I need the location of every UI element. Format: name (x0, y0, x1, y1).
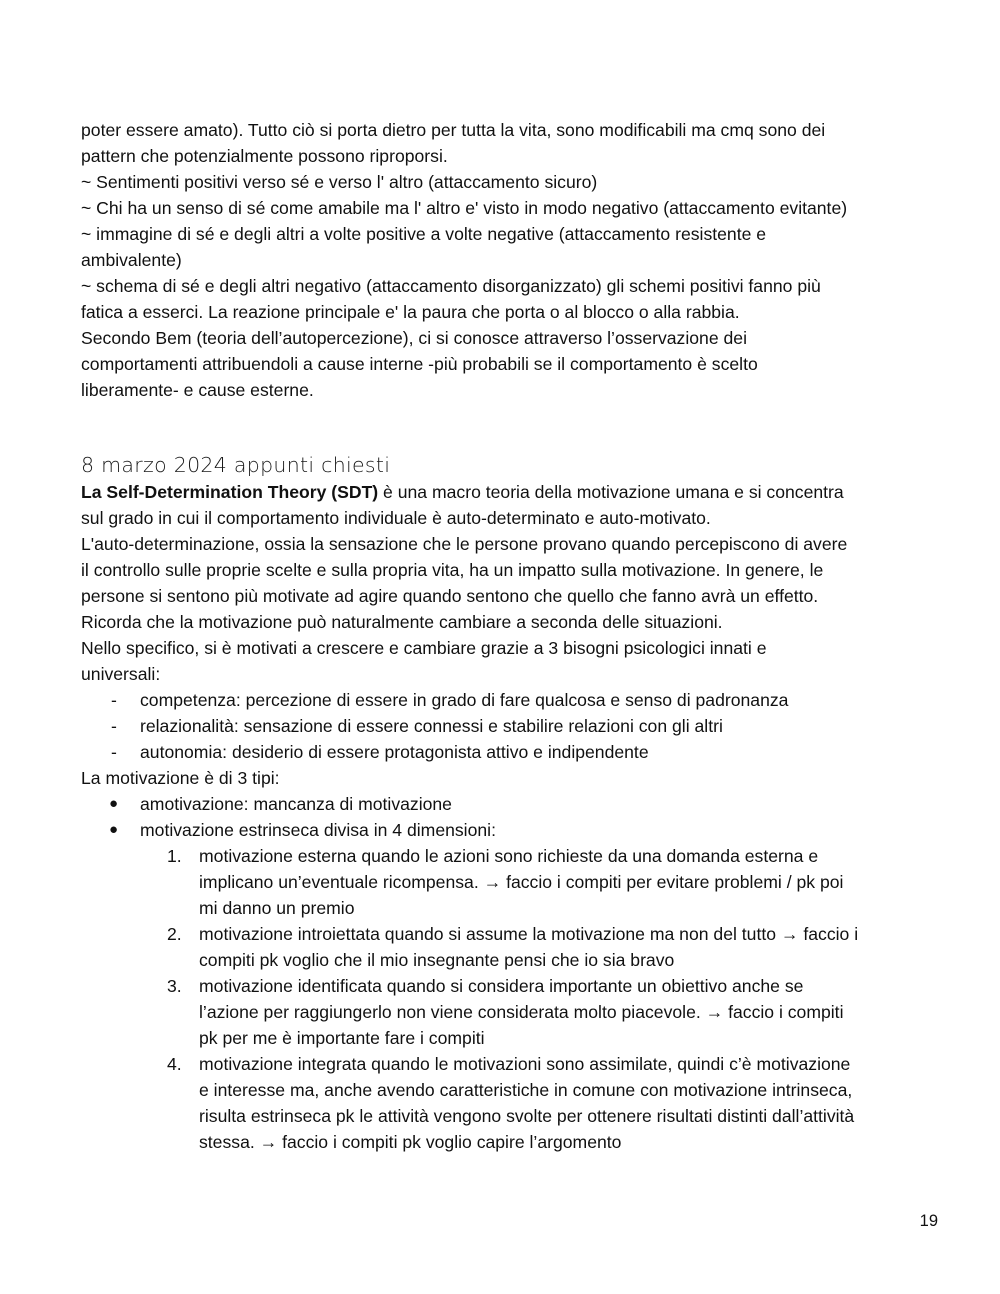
text-line: ~ immagine di sé e degli altri a volte positive a volte negative (attaccamento resistente e (81, 224, 767, 244)
numbered-item (81, 1051, 941, 1155)
text-line: persone si sentono più motivate ad agire quando sentono che quello che fanno avrà un effetto. (81, 586, 819, 606)
list-item-text: autonomia: desiderio di essere protagonista attivo e indipendente (140, 742, 649, 762)
motivation-intro: La motivazione è di 3 tipi: (81, 768, 280, 788)
text-line: motivazione introiettata quando si assume la motivazione ma non del tutto → faccio i (199, 924, 859, 944)
dash-marker: - (111, 690, 117, 710)
text-line: il controllo sulle proprie scelte e sulla propria vita, ha un impatto sulla motivazione. In genere, le (81, 560, 824, 580)
text-line: poter essere amato). Tutto ciò si porta dietro per tutta la vita, sono modificabili ma cmq sono dei (81, 120, 826, 140)
text-line: implicano un’eventuale ricompensa. → faccio i compiti per evitare problemi / pk poi (199, 872, 844, 892)
numbered-item (81, 973, 941, 1051)
text-line: universali: (81, 664, 161, 684)
dash-marker: - (111, 742, 117, 762)
text-line: l’azione per raggiungerlo non viene considerata molto piacevole. → faccio i compiti (199, 1002, 844, 1022)
text-line: liberamente- e cause esterne. (81, 380, 314, 400)
numbered-item (81, 843, 941, 921)
list-item-text: relazionalità: sensazione di essere connessi e stabilire relazioni con gli altri (140, 716, 723, 736)
dash-marker: - (111, 716, 117, 736)
section-heading: 8 marzo 2024 appunti chiesti (81, 453, 391, 477)
text-line: compiti pk voglio che il mio insegnante pensi che io sia bravo (199, 950, 675, 970)
text-line: ~ schema di sé e degli altri negativo (attaccamento disorganizzato) gli schemi positivi fanno più (81, 276, 821, 296)
text-line: motivazione integrata quando le motivazioni sono assimilate, quindi c’è motivazione (199, 1054, 851, 1074)
list-item-text: amotivazione: mancanza di motivazione (140, 794, 452, 814)
bullet-marker: ● (109, 795, 119, 812)
text-line: Ricorda che la motivazione può naturalmente cambiare a seconda delle situazioni. (81, 612, 723, 632)
page-number: 19 (919, 1212, 938, 1230)
text-line: fatica a esserci. La reazione principale e' la paura che porta o al blocco o alla rabbia. (81, 302, 740, 322)
list-item-text: competenza: percezione di essere in grado di fare qualcosa e senso di padronanza (140, 690, 789, 710)
list-item (81, 687, 941, 713)
sdt-title: La Self-Determination Theory (SDT) (81, 482, 379, 502)
item-number: 4. (167, 1054, 182, 1074)
text-line (81, 479, 941, 505)
list-item-text: motivazione estrinseca divisa in 4 dimensioni: (140, 820, 496, 840)
bullet-marker: ● (109, 821, 119, 838)
list-item (81, 791, 941, 817)
item-number: 3. (167, 976, 182, 996)
text-line: mi danno un premio (199, 898, 355, 918)
text-line: Nello specifico, si è motivati a crescere e cambiare grazie a 3 bisogni psicologici innati e (81, 638, 767, 658)
text-line: pattern che potenzialmente possono riproporsi. (81, 146, 448, 166)
list-item (81, 739, 941, 765)
text-line: Secondo Bem (teoria dell’autopercezione), ci si conosce attraverso l’osservazione dei (81, 328, 747, 348)
text-line: motivazione identificata quando si considera importante un obiettivo anche se (199, 976, 804, 996)
text-line: ~ Chi ha un senso di sé come amabile ma l' altro e' visto in modo negativo (attaccamento evitante) (81, 198, 848, 218)
text-line: sul grado in cui il comportamento individuale è auto-determinato e auto-motivato. (81, 508, 711, 528)
types-list (81, 791, 941, 843)
text-line: ~ Sentimenti positivi verso sé e verso l' altro (attaccamento sicuro) (81, 172, 598, 192)
text-line: comportamenti attribuendoli a cause interne -più probabili se il comportamento è scelto (81, 354, 758, 374)
document-page (81, 117, 941, 1155)
text-line: e interesse ma, anche avendo caratteristiche in comune con motivazione intrinseca, (199, 1080, 853, 1100)
text-line: ambivalente) (81, 250, 182, 270)
text-line: motivazione esterna quando le azioni sono richieste da una domanda esterna e (199, 846, 819, 866)
list-item (81, 817, 941, 843)
text-line: stessa. → faccio i compiti pk voglio capire l’argomento (199, 1132, 622, 1152)
sdt-text: è una macro teoria della motivazione umana e si concentra (378, 482, 844, 502)
needs-list (81, 687, 941, 765)
numbered-item (81, 921, 941, 973)
sdt-paragraph (81, 479, 941, 687)
text-line: risulta estrinseca pk le attività vengono svolte per ottenere risultati distinti dall’attività (199, 1106, 855, 1126)
text-line: L'auto-determinazione, ossia la sensazione che le persone provano quando percepiscono di avere (81, 534, 848, 554)
item-number: 1. (167, 846, 182, 866)
dimensions-list (81, 843, 941, 1155)
text-line: pk per me è importante fare i compiti (199, 1028, 485, 1048)
list-item (81, 713, 941, 739)
item-number: 2. (167, 924, 182, 944)
intro-paragraph (81, 117, 941, 403)
